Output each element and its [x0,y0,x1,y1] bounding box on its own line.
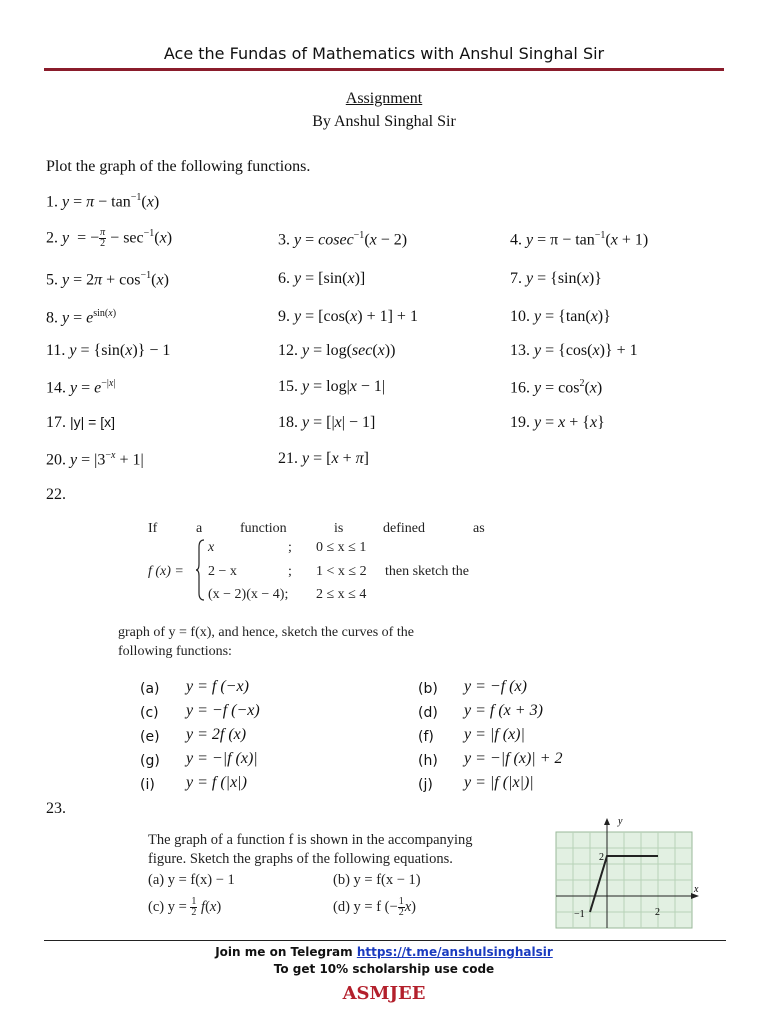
option-g-label: (g) [140,753,160,769]
footer-code: ASMJEE [342,983,426,1004]
q22-case-1-expr: x [208,540,215,555]
problem-21: 21. y = [x + π] [278,450,369,467]
option-b-eq: y = −f (x) [464,678,527,695]
footer-rule [44,940,726,941]
problem-16: 16. $y = \cos^2(x)$ [510,378,603,397]
q23-option-d: (d) y = f (− $\frac{1}{2}$ x) [333,896,416,918]
problem-8: 8. $y = e^{sin(x)}$ [46,308,117,327]
q22-case-2-expr: 2 − x [208,564,237,579]
option-a-label: (a) [140,681,160,697]
option-b-label: (b) [418,681,438,697]
q23-option-b: (b) y = f(x − 1) [333,872,421,888]
q22-word: function [240,521,287,536]
problem-5: 5. $y = 2\pi + \cos^{-1}(x)$ [46,270,169,289]
q22-word: is [334,521,344,536]
option-i-eq: y = f (|x|) [186,774,247,791]
q22-case-1-sep: ; [288,540,292,555]
intro-text: Plot the graph of the following functions. [46,158,311,175]
q22-fx: f (x) = [148,564,184,579]
q22-line2: graph of y = f(x), and hence, sketch the curves of the [118,625,414,640]
option-c-eq: y = −f (−x) [186,702,260,719]
problem-3: 3. y = cosec$^{-1}$(x − 2) [278,230,408,249]
q22-line3: following functions: [118,644,232,659]
assignment-title: Assignment [345,90,423,107]
option-g-eq: y = −|f (x)| [186,750,258,767]
option-e-eq: y = 2f (x) [186,726,247,743]
header-rule [44,68,724,71]
q22-word: as [473,521,485,536]
q22-case-3-expr: (x − 2)(x − 4); [208,587,289,602]
problem-4: 4. $y = \pi - \tan^{-1}(x + 1)$ [510,230,649,249]
graph-y-label: y [618,816,623,827]
q23-line1: The graph of a function f is shown in the accompanying [148,832,473,848]
option-j-eq: y = |f (|x|)| [464,774,534,791]
problem-20: 20. $y = |3^{-x} + 1|$ [46,450,144,469]
problem-22-number: 22. [46,486,66,503]
option-h-label: (h) [418,753,438,769]
graph-y-arrow [604,818,610,825]
q22-case-1-cond: 0 ≤ x ≤ 1 [316,540,367,555]
option-f-label: (f) [418,729,434,745]
option-f-eq: y = |f (x)| [464,726,525,743]
header-title: Ace the Fundas of Mathematics with Anshul Singhal Sir [163,44,605,63]
option-d-eq: y = f (x + 3) [464,702,543,719]
problem-10: 10. y = {tan(x)} [510,308,611,325]
problem-17: 17. |y| = [x] [46,414,116,431]
option-e-label: (e) [140,729,160,745]
q23-option-c: (c) y = $\frac{1}{2}$ f(x) [148,896,222,918]
problem-18: 18. y = [|x| − 1] [278,414,376,431]
telegram-link[interactable]: https://t.me/anshulsinghalsir [356,945,553,959]
graph-x-tick-2: 2 [655,907,660,918]
problem-1: 1. $y = \pi - \tan^{-1}(x)$ [46,192,160,211]
problem-13: 13. y = {cos(x)} + 1 [510,342,638,359]
q22-word: a [196,521,203,536]
q22-word: If [148,521,158,536]
footer-telegram: Join me on Telegram https://t.me/anshulsinghalsir [215,945,553,959]
option-j-label: (j) [418,777,433,793]
graph-x-tick-neg1: −1 [574,909,585,920]
problem-9: 9. y = [cos(x) + 1] + 1 [278,308,418,325]
problem-7: 7. y = {sin(x)} [510,270,602,287]
option-d-label: (d) [418,705,438,721]
problem-15: 15. y = log|x − 1| [278,378,386,395]
footer-scholarship: To get 10% scholarship use code [273,962,495,976]
q22-then: then sketch the [385,564,469,579]
q22-case-2-sep: ; [288,564,292,579]
graph-x-label: x [694,884,699,895]
q22-word: defined [383,521,425,536]
q22-brace [196,539,206,601]
graph-y-tick-2: 2 [599,852,604,863]
q23-graph [548,814,706,934]
q22-case-3-cond: 2 ≤ x ≤ 4 [316,587,367,602]
q23-option-a: (a) y = f(x) − 1 [148,872,235,888]
problem-6: 6. y = [sin(x)] [278,270,366,287]
assignment-byline: By Anshul Singhal Sir [312,113,456,130]
problem-19: 19. y = x + {x} [510,414,605,431]
q23-line2: figure. Sketch the graphs of the following equations. [148,851,453,867]
option-a-eq: y = f (−x) [186,678,249,695]
problem-14: 14. $y = e^{-|x|}$ [46,378,116,397]
problem-11: 11. y = {sin(x)} − 1 [46,342,171,359]
problem-2: 2. y = − $\frac{\pi}{2}$ − $\sec^{-1}(x)$ [46,227,173,250]
option-h-eq: y = −|f (x)| + 2 [464,750,563,767]
option-i-label: (i) [140,777,155,793]
option-c-label: (c) [140,705,159,721]
problem-23-number: 23. [46,800,66,817]
q22-case-2-cond: 1 < x ≤ 2 [316,564,367,579]
problem-12: 12. y = log(sec(x)) [278,342,396,359]
